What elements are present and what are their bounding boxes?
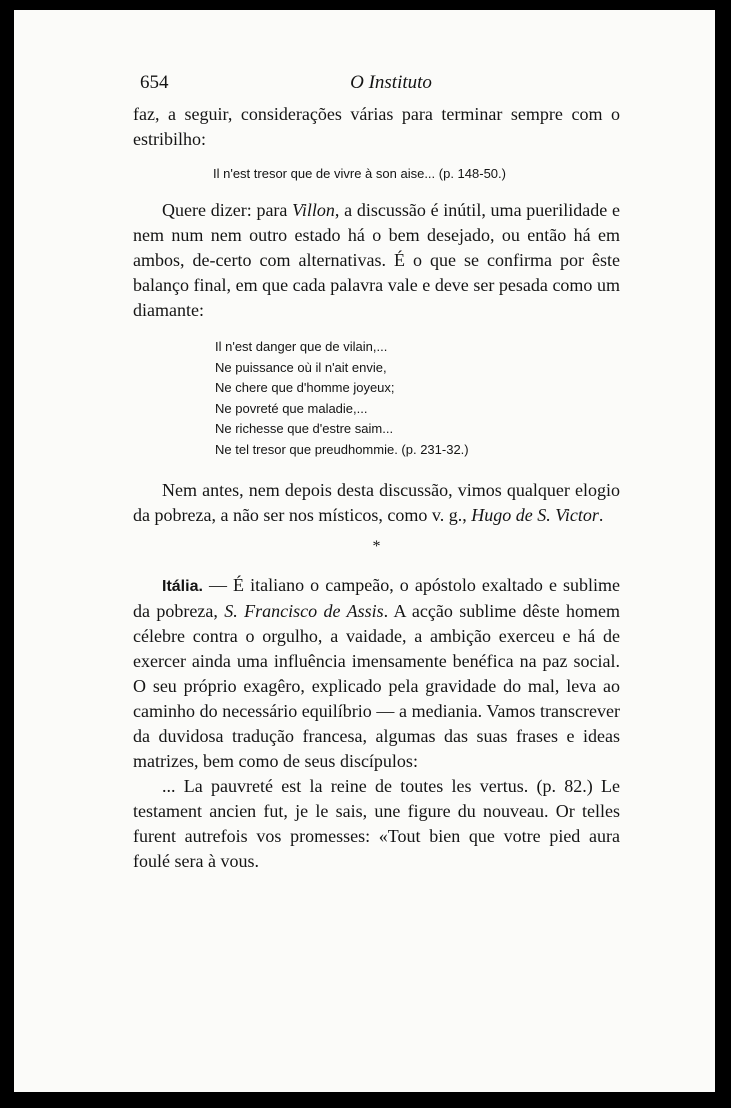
paragraph-3 [133, 478, 620, 528]
section-separator: * [372, 538, 381, 555]
paragraph-4-text-a: — É italiano o campeão, o apóstolo exaltado e sublime da pobreza, [133, 575, 620, 621]
paragraph-5-french-quote: ... La pauvreté est la reine de toutes les vertus. (p. 82.) Le testament ancien fut, je le sais, une figure du nouveau. Or telles furent autrefois vos promesses: «Tout bien que votre pied aura foulé sera à vous. [133, 776, 620, 871]
page-number: 654 [140, 72, 169, 93]
page-body [133, 102, 620, 874]
paragraph-1: faz, a seguir, considerações várias para terminar sempre com o estribilho: [133, 104, 620, 149]
paragraph-2 [133, 198, 620, 323]
paragraph-2-italic: Villon [292, 200, 335, 220]
paragraph-2-text-a: Quere dizer: para [162, 200, 293, 220]
verse-line: Ne puissance où il n'ait envie, [215, 359, 387, 375]
paragraph-4-italic: S. Francisco de Assis [224, 601, 384, 621]
section-heading-italia: Itália. [162, 578, 203, 595]
verse-line: Ne povreté que maladie,... [215, 400, 368, 416]
paragraph-4 [133, 573, 620, 774]
verse-line: Il n'est danger que de vilain,... [215, 339, 388, 354]
paragraph-2-text-b: , a discussão é inútil, uma puerilidade e nem num nem outro estado há o bem desejado, ou então há em ambos, de-certo com alternativas. É o que se confirma por êste balanço final, em que cada palavra vale e deve ser pesada como um diamante: [133, 200, 621, 320]
verse-block [215, 337, 620, 460]
paragraph-3-text-b: . [598, 505, 604, 525]
page-header [140, 72, 642, 100]
verse-line: Ne richesse que d'estre saim... [215, 421, 394, 436]
paragraph-3-text-a: Nem antes, nem depois desta discussão, vimos qualquer elogio da pobreza, a não ser nos místicos, como v. g., [133, 480, 620, 525]
paragraph-4-text-b: . A acção sublime dêste homem célebre contra o orgulho, a vaidade, a ambição exerceu e há de exercer ainda uma influência imensamente benéfica na paz social. O seu próprio exagêro, explicado pela gravidade do mal, leva ao caminho do necessário equilíbrio — a mediania. Vamos transcrever da duvidosa tradução francesa, algumas das suas frases e ideas matrizes, bem como de seus discípulos: [133, 601, 620, 771]
verse-line: Ne tel tresor que preudhommie. (p. 231-32.) [215, 441, 469, 457]
quote-villon-1: Il n'est tresor que de vivre à son aise... (p. 148-50.) [213, 166, 506, 181]
paragraph-3-italic: Hugo de S. Victor [471, 505, 599, 525]
verse-line: Ne chere que d'homme joyeux; [215, 380, 395, 395]
running-title: O Instituto [350, 72, 432, 93]
